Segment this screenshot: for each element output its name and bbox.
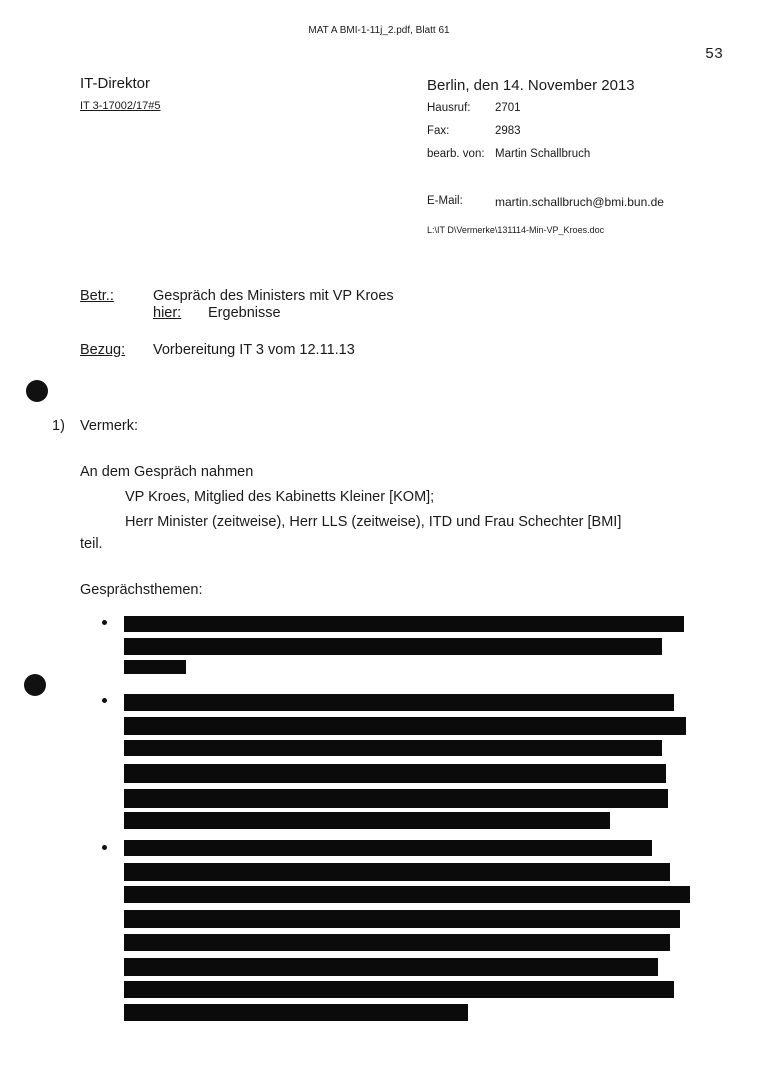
document-reference: MAT A BMI-1-11j_2.pdf, Blatt 61 xyxy=(308,25,450,36)
bezug-text: Vorbereitung IT 3 vom 12.11.13 xyxy=(153,342,355,358)
redaction-block xyxy=(124,981,674,998)
attendance-intro: An dem Gespräch nahmen xyxy=(80,464,254,480)
participant-line-1: VP Kroes, Mitglied des Kabinetts Kleiner [KOM]; xyxy=(125,489,435,505)
redaction-block xyxy=(124,934,670,951)
bearb-value: Martin Schallbruch xyxy=(495,148,591,160)
hausruf-label: Hausruf: xyxy=(427,102,471,114)
bezug-label: Bezug: xyxy=(80,342,126,358)
item-title: Vermerk: xyxy=(80,418,139,434)
participant-line-2: Herr Minister (zeitweise), Herr LLS (zeitweise), ITD und Frau Schechter [BMI] xyxy=(125,514,622,530)
redaction-block xyxy=(124,717,686,735)
bullet-3 xyxy=(102,845,107,850)
punch-hole-upper xyxy=(26,380,48,402)
place-date: Berlin, den 14. November 2013 xyxy=(427,77,635,94)
bullet-1 xyxy=(102,620,107,625)
email-label: E-Mail: xyxy=(427,195,463,207)
redaction-block xyxy=(124,660,186,674)
hier-label: hier: xyxy=(153,305,182,321)
punch-hole-lower xyxy=(24,674,46,696)
redaction-block xyxy=(124,740,662,756)
redaction-block xyxy=(124,958,658,976)
redaction-block xyxy=(124,789,668,808)
fax-label: Fax: xyxy=(427,125,450,137)
redaction-block xyxy=(124,616,684,632)
fax-value: 2983 xyxy=(495,125,521,137)
item-number: 1) xyxy=(52,418,65,434)
redaction-block xyxy=(124,1004,468,1021)
file-path: L:\IT D\Vermerke\131114-Min-VP_Kroes.doc xyxy=(427,225,605,235)
attendance-closing: teil. xyxy=(80,536,103,552)
redaction-block xyxy=(124,764,666,783)
hausruf-value: 2701 xyxy=(495,102,521,114)
redaction-block xyxy=(124,840,652,856)
redaction-block xyxy=(124,812,610,829)
redaction-block xyxy=(124,863,670,881)
betr-text: Gespräch des Ministers mit VP Kroes xyxy=(153,288,394,304)
redaction-block xyxy=(124,886,690,903)
bearb-label: bearb. von: xyxy=(427,148,485,160)
redaction-block xyxy=(124,694,674,711)
email-value: martin.schallbruch@bmi.bun.de xyxy=(495,195,664,209)
redaction-block xyxy=(124,638,662,655)
redaction-block xyxy=(124,910,680,928)
file-reference: IT 3-17002/17#5 xyxy=(80,100,161,112)
sender-title: IT-Direktor xyxy=(80,75,151,92)
hier-text: Ergebnisse xyxy=(208,305,281,321)
page-number: 53 xyxy=(705,46,724,63)
topics-heading: Gesprächsthemen: xyxy=(80,582,203,598)
bullet-2 xyxy=(102,698,107,703)
betr-label: Betr.: xyxy=(80,288,114,304)
